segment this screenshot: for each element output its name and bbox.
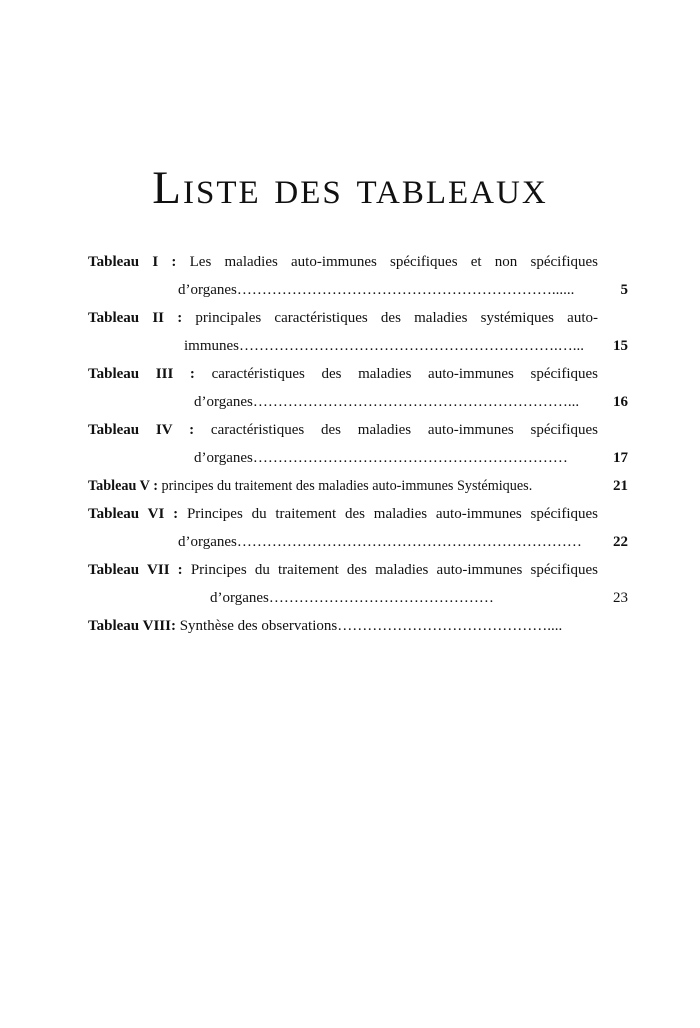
- entry-continuation: d’organes………………………………………: [210, 590, 494, 606]
- entry-title: Principes du traitement des maladies auto-immunes spécifiques: [190, 562, 598, 578]
- entry-line: [88, 360, 628, 388]
- entry-line: [88, 276, 628, 304]
- entry-line: [88, 556, 628, 584]
- entry-text: [88, 500, 598, 528]
- table-entry-6: [88, 500, 628, 556]
- entry-page-number: 17: [613, 450, 628, 466]
- entry-continuation: d’organes………………………………………………………...: [194, 394, 580, 410]
- entry-label: Tableau VIII:: [88, 618, 176, 634]
- entry-label: Tableau IV :: [88, 422, 195, 438]
- entry-page-number: 22: [613, 534, 628, 550]
- page-title: Liste des tableaux: [152, 162, 548, 214]
- entry-page-number: 15: [613, 338, 628, 354]
- entry-page-number: 21: [613, 478, 628, 494]
- table-entry-7: [88, 556, 628, 612]
- entry-page-number: 5: [620, 282, 628, 298]
- entry-text: [88, 472, 532, 500]
- entry-text: [88, 304, 598, 332]
- entry-text: [88, 416, 598, 444]
- entry-text: [88, 360, 598, 388]
- entry-text: [88, 612, 562, 640]
- table-entry-8: [88, 612, 628, 640]
- entry-line: [88, 612, 628, 640]
- entry-line: [88, 416, 628, 444]
- entry-page-number: 16: [613, 394, 628, 410]
- table-entry-1: [88, 248, 628, 304]
- entry-line: [88, 472, 628, 500]
- entry-continuation: immunes……………………………………………………….…...: [184, 338, 584, 354]
- entry-text: [88, 248, 598, 276]
- entry-line: [88, 584, 628, 612]
- entry-line: [88, 388, 628, 416]
- entry-text: [88, 556, 598, 584]
- entry-label: Tableau II :: [88, 310, 183, 326]
- entry-title: Les maladies auto-immunes spécifiques et non spécifiques: [189, 254, 598, 270]
- entry-title: caractéristiques des maladies auto-immunes spécifiques: [210, 422, 598, 438]
- entry-title: principes du traitement des maladies auto-immunes Systémiques.: [161, 478, 533, 494]
- entry-label: Tableau III :: [88, 366, 195, 382]
- entry-title: Principes du traitement des maladies auto-immunes spécifiques: [186, 506, 598, 522]
- entry-continuation: d’organes……………………………………………………………: [178, 534, 582, 550]
- entry-line: [88, 500, 628, 528]
- entry-line: [88, 444, 628, 472]
- entry-label: Tableau V :: [88, 478, 158, 494]
- entry-line: [88, 248, 628, 276]
- entry-line: [88, 528, 628, 556]
- entry-title: principales caractéristiques des maladies systémiques auto-: [195, 310, 598, 326]
- entry-line: [88, 304, 628, 332]
- table-entry-3: [88, 360, 628, 416]
- entry-page-number: 23: [613, 590, 628, 606]
- entry-label: Tableau VI :: [88, 506, 179, 522]
- table-entry-5: [88, 472, 628, 500]
- table-entry-2: [88, 304, 628, 360]
- entry-line: [88, 332, 628, 360]
- entry-label: Tableau VII :: [88, 562, 183, 578]
- entry-label: Tableau I :: [88, 254, 177, 270]
- entry-continuation: d’organes………………………………………………………......: [178, 282, 575, 298]
- entry-continuation: d’organes………………………………………………………: [194, 450, 568, 466]
- entry-title: caractéristiques des maladies auto-immunes spécifiques: [211, 366, 598, 382]
- table-entry-4: [88, 416, 628, 472]
- entry-title: Synthèse des observations……………………………………....: [179, 618, 563, 634]
